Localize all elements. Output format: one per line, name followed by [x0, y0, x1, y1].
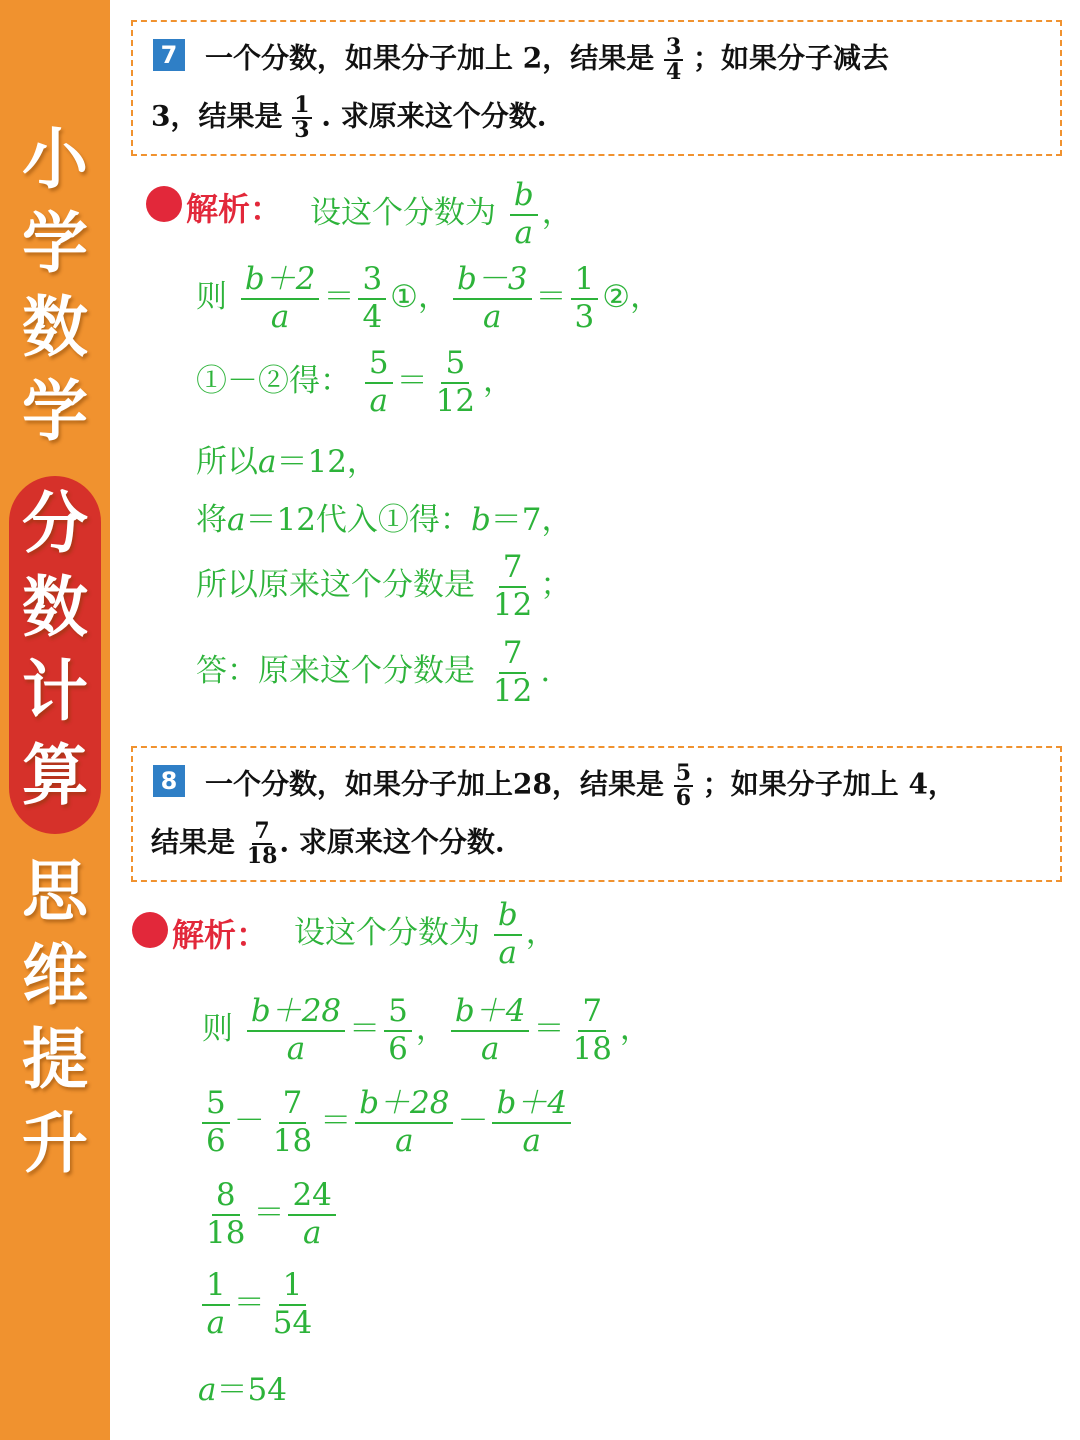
- solution-8-intro: 设这个分数为 $\frac{b}{a}$ ，: [294, 897, 557, 971]
- solution-8-step-2: $\frac{5}{6}$ － $\frac{7}{18}$ ＝ $\frac{b+28}{a}$ － $\frac{b+4}{a}$: [198, 1086, 575, 1159]
- solution-8-title: 解析：: [172, 916, 269, 954]
- question-text: 一个分数，如果分子加上28，结果是: [205, 767, 664, 801]
- sidebar-char: 计: [22, 653, 88, 730]
- question-text: 结果是: [151, 825, 236, 859]
- solution-8-step-1: 则 $\frac{b+28}{a}$ ＝ $\frac{5}{6}$ ， $\frac{b+4}{a}$ ＝ $\frac{7}{18}$ ，: [202, 993, 651, 1067]
- sidebar-title-mid: [0, 482, 110, 818]
- solution-7-step-1: 则 $\frac{b+2}{a}$ ＝ $\frac{3}{4}$ ①， $\frac{b-3}{a}$ ＝ $\frac{1}{3}$ ②，: [196, 261, 662, 335]
- fraction: $\frac{b}{a}$: [494, 898, 522, 971]
- question-text: 3，结果是: [151, 99, 283, 133]
- question-8-line-1: [205, 762, 956, 810]
- fraction: $\frac{3}{4}$: [665, 34, 682, 86]
- fraction: $\frac{8}{18}$: [206, 1177, 246, 1251]
- fraction: $\frac{1}{a}$: [202, 1268, 230, 1341]
- fraction: $\frac{7}{12}$: [492, 635, 533, 709]
- fraction: $\frac{5}{12}$: [435, 345, 476, 419]
- bullet-dot: [132, 912, 168, 948]
- fraction: $\frac{3}{4}$: [358, 262, 386, 335]
- fraction: $\frac{b-3}{a}$: [453, 262, 532, 335]
- fraction: $\frac{24}{a}$: [288, 1178, 335, 1251]
- fraction: $\frac{5}{a}$: [365, 346, 393, 419]
- question-8-line-2: 结果是 $\frac{7}{18}$ . 求原来这个分数.: [151, 818, 505, 870]
- question-text: ；如果分子减去: [693, 41, 890, 75]
- sidebar-char: 提: [22, 1021, 88, 1098]
- question-text: . 求原来这个分数.: [321, 99, 547, 133]
- fraction: $\frac{5}{6}$: [202, 1086, 230, 1159]
- sidebar: [0, 0, 110, 1440]
- fraction: $\frac{7}{18}$: [246, 818, 278, 870]
- sidebar-char: 算: [22, 737, 88, 814]
- question-text: ；如果分子加上 4，: [702, 767, 957, 801]
- sidebar-char: 学: [22, 205, 88, 282]
- sidebar-char: 小: [22, 121, 88, 198]
- sidebar-char: 维: [22, 937, 88, 1014]
- fraction: $\frac{b+4}{a}$: [451, 994, 530, 1067]
- question-7-line-1: [205, 36, 889, 84]
- fraction: $\frac{b+28}{a}$: [247, 994, 345, 1067]
- question-7-line-2: [151, 94, 547, 142]
- solution-7-step-5: 所以原来这个分数是 $\frac{7}{12}$ ；: [196, 549, 572, 623]
- question-text: 求原来这个分数.: [298, 825, 505, 859]
- question-8-box: [131, 746, 1062, 882]
- solution-7-title: 解析：: [186, 190, 283, 228]
- sidebar-char: 升: [22, 1105, 88, 1182]
- solution-7-step-2: ①－②得： $\frac{5}{a}$ ＝ $\frac{5}{12}$ ，: [196, 345, 515, 419]
- question-number-badge: 7: [153, 39, 185, 71]
- fraction: $\frac{1}{54}$: [272, 1267, 313, 1341]
- sidebar-title-bottom: [0, 850, 110, 1186]
- sidebar-char: 思: [22, 853, 88, 930]
- solution-7-answer: 答：原来这个分数是 $\frac{7}{12}$ .: [196, 635, 551, 709]
- question-text: 一个分数，如果分子加上 2，结果是: [205, 41, 655, 75]
- solution-8-step-3: $\frac{8}{18}$ ＝ $\frac{24}{a}$: [198, 1178, 340, 1251]
- sidebar-char: 学: [22, 373, 88, 450]
- fraction: $\frac{5}{6}$: [675, 760, 692, 812]
- fraction: $\frac{5}{6}$: [384, 994, 412, 1067]
- fraction: $\frac{7}{12}$: [492, 549, 533, 623]
- fraction: $\frac{7}{18}$: [272, 1085, 313, 1159]
- solution-7-step-3: 所以a＝12，: [196, 444, 378, 480]
- sidebar-char: 分: [22, 485, 88, 562]
- solution-8-result: a＝54: [198, 1372, 287, 1408]
- fraction: $\frac{b}{a}$: [510, 178, 538, 251]
- bullet-dot: [146, 186, 182, 222]
- fraction: $\frac{7}{18}$: [572, 993, 612, 1067]
- fraction: $\frac{b+28}{a}$: [355, 1086, 453, 1159]
- fraction: $\frac{1}{3}$: [294, 92, 310, 144]
- question-7-box: [131, 20, 1062, 156]
- question-number-badge: 8: [153, 765, 185, 797]
- fraction: $\frac{1}{3}$: [571, 262, 599, 335]
- fraction: $\frac{b+4}{a}$: [492, 1086, 571, 1159]
- fraction: $\frac{b+2}{a}$: [241, 262, 320, 335]
- solution-7-step-4: 将a＝12代入①得：b＝7，: [196, 502, 573, 538]
- sidebar-char: 数: [22, 289, 88, 366]
- solution-8-step-4: $\frac{1}{a}$ ＝ $\frac{1}{54}$: [198, 1268, 320, 1341]
- sidebar-char: 数: [22, 569, 88, 646]
- solution-7-intro: 设这个分数为 $\frac{b}{a}$ ，: [310, 177, 573, 251]
- sidebar-title-top: [0, 118, 110, 454]
